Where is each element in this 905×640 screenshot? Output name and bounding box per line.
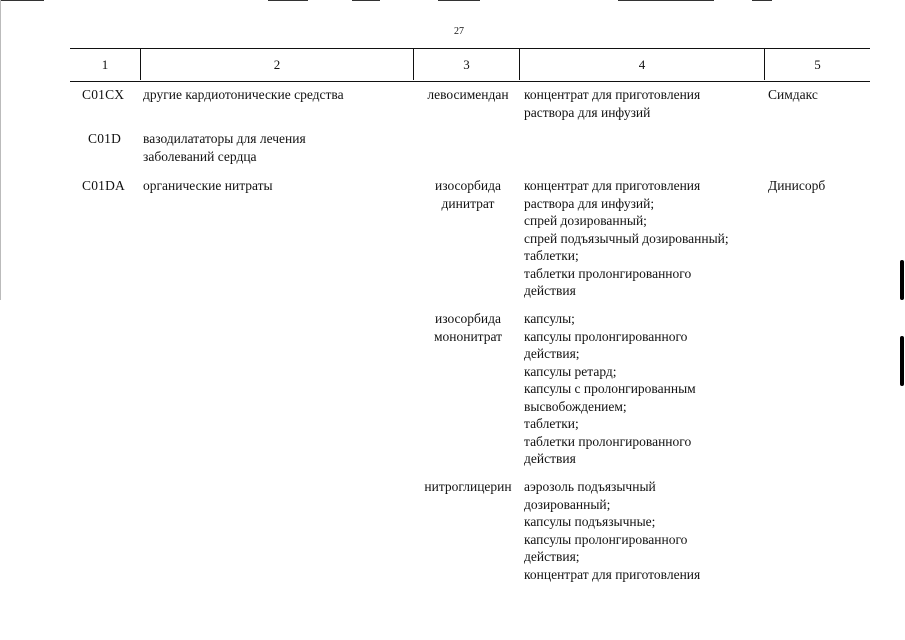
row-forms bbox=[524, 310, 764, 468]
form-line: концентрат для приготовления bbox=[524, 566, 701, 582]
group-line: органические нитраты bbox=[143, 178, 273, 193]
form-line: действия; bbox=[524, 549, 580, 564]
form-line: капсулы пролонгированного bbox=[524, 531, 688, 547]
row-substance bbox=[418, 478, 518, 496]
table-header bbox=[70, 48, 870, 82]
form-line: капсулы пролонгированного bbox=[524, 328, 688, 344]
form-line: действия bbox=[524, 451, 576, 466]
group-line: заболеваний сердца bbox=[143, 148, 257, 164]
row-group bbox=[143, 86, 408, 104]
page-number: 27 bbox=[454, 26, 464, 37]
row-group bbox=[143, 130, 408, 165]
scan-edge-mark bbox=[900, 260, 904, 300]
form-line: капсулы ретард; bbox=[524, 363, 617, 379]
row-group bbox=[143, 177, 408, 195]
row-trade-name: Симдакс bbox=[768, 87, 818, 102]
scan-top-rule bbox=[268, 0, 308, 1]
form-line: раствора для инфузий; bbox=[524, 195, 655, 211]
header-col-2: 2 bbox=[273, 57, 281, 72]
substance-line: левосимендан bbox=[427, 87, 509, 102]
form-line: дозированный; bbox=[524, 496, 611, 512]
substance-line: нитроглицерин bbox=[424, 479, 512, 494]
row-substance bbox=[418, 86, 518, 104]
row-code: C01CX bbox=[82, 87, 125, 102]
scan-left-edge bbox=[0, 0, 1, 300]
row-substance bbox=[418, 177, 518, 212]
form-line: капсулы с пролонгированным bbox=[524, 381, 696, 396]
row-forms bbox=[524, 86, 764, 121]
scan-edge-mark bbox=[900, 336, 904, 386]
row-substance bbox=[418, 310, 518, 345]
scan-top-rule bbox=[752, 0, 772, 1]
row-forms bbox=[524, 177, 764, 300]
form-line: капсулы подъязычные; bbox=[524, 514, 656, 529]
substance-line: изосорбида bbox=[434, 178, 501, 193]
form-line: раствора для инфузий bbox=[524, 104, 651, 120]
form-line: концентрат для приготовления bbox=[524, 87, 701, 102]
scan-top-rule bbox=[438, 0, 480, 1]
form-line: таблетки пролонгированного bbox=[524, 433, 692, 449]
scan-top-rule bbox=[618, 0, 714, 1]
group-line: вазодилататоры для лечения bbox=[143, 131, 306, 146]
substance-line: мононитрат bbox=[433, 328, 503, 344]
header-col-5: 5 bbox=[814, 57, 821, 72]
form-line: действия bbox=[524, 283, 576, 298]
scan-top-rule bbox=[352, 0, 380, 1]
form-line: капсулы; bbox=[524, 311, 575, 326]
scan-top-rule bbox=[0, 0, 44, 1]
row-forms bbox=[524, 478, 764, 583]
form-line: таблетки пролонгированного bbox=[524, 265, 692, 281]
form-line: спрей подъязычный дозированный; bbox=[524, 230, 729, 246]
row-code: C01D bbox=[88, 131, 122, 146]
substance-line: изосорбида bbox=[434, 311, 501, 326]
form-line: действия; bbox=[524, 346, 580, 361]
header-col-3: 3 bbox=[463, 57, 470, 72]
form-line: концентрат для приготовления bbox=[524, 178, 701, 193]
form-line: таблетки; bbox=[524, 248, 579, 263]
group-line: другие кардиотонические средства bbox=[143, 87, 344, 102]
substance-line: динитрат bbox=[441, 195, 495, 211]
header-col-1: 1 bbox=[101, 57, 109, 72]
form-line: высвобождением; bbox=[524, 398, 627, 414]
row-code: C01DA bbox=[82, 178, 126, 193]
form-line: спрей дозированный; bbox=[524, 213, 647, 228]
header-col-4: 4 bbox=[638, 57, 646, 72]
form-line: аэрозоль подъязычный bbox=[524, 479, 656, 494]
form-line: таблетки; bbox=[524, 416, 579, 431]
row-trade-name: Динисорб bbox=[768, 178, 826, 193]
